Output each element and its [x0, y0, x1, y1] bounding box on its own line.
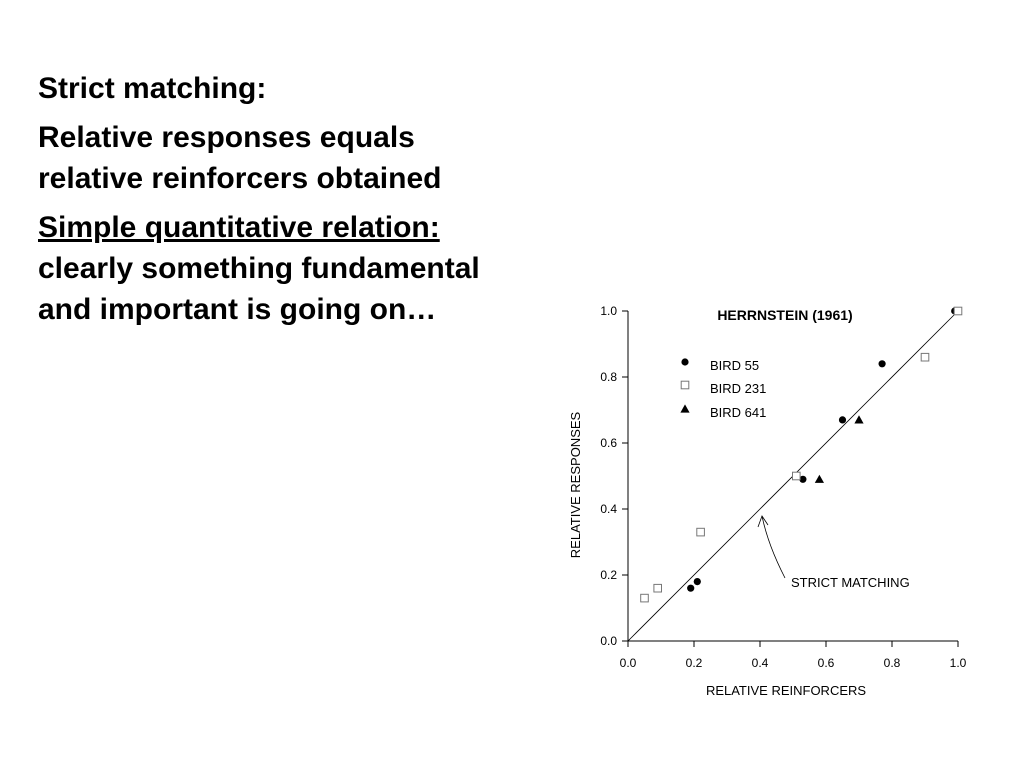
slide-line-1: Relative responses equals [38, 121, 415, 154]
legend-marker-1 [681, 358, 688, 365]
data-point-series-2 [641, 594, 649, 602]
legend-label-1: BIRD 55 [710, 358, 760, 373]
x-axis-label: RELATIVE REINFORCERS [705, 683, 867, 698]
data-point-series-2 [654, 584, 662, 592]
annotation-arrow [762, 516, 785, 578]
legend-label-2: BIRD 231 [710, 381, 767, 396]
y-tick-label: 0.2 [600, 568, 617, 582]
legend-label-3: BIRD 641 [710, 405, 767, 420]
legend-marker-3 [680, 404, 689, 412]
chart-title: HERRNSTEIN (1961) [717, 307, 853, 323]
y-tick-label: 0.6 [600, 436, 617, 450]
slide-line-2: relative reinforcers obtained [38, 162, 442, 195]
y-tick-label: 1.0 [600, 304, 617, 318]
y-tick-label: 0.4 [600, 502, 617, 516]
y-axis-label: RELATIVE RESPONSES [568, 411, 583, 559]
data-point-series-1 [879, 360, 886, 367]
data-point-series-2 [697, 528, 705, 536]
x-tick-label: 0.8 [883, 656, 901, 670]
x-tick-label: 0.0 [619, 656, 637, 670]
data-point-series-1 [687, 585, 694, 592]
slide-emphasis: Simple quantitative relation: [38, 211, 440, 244]
data-point-series-1 [694, 578, 701, 585]
strict-matching-label: STRICT MATCHING [791, 575, 910, 590]
data-point-series-1 [839, 416, 846, 423]
chart-legend [680, 358, 766, 420]
y-tick-label: 0.0 [600, 634, 617, 648]
slide-line-3: clearly something fundamental [38, 252, 480, 285]
data-point-series-2 [793, 472, 801, 480]
slide-heading: Strict matching: [38, 72, 267, 105]
chart-points [641, 307, 962, 602]
slide-line-4: and important is going on… [38, 293, 437, 326]
y-tick-label: 0.8 [600, 370, 617, 384]
x-tick-label: 0.6 [817, 656, 835, 670]
data-point-series-2 [921, 353, 929, 361]
legend-marker-2 [681, 381, 689, 389]
data-point-series-2 [954, 307, 962, 315]
x-tick-label: 0.2 [685, 656, 703, 670]
x-tick-label: 0.4 [751, 656, 769, 670]
x-tick-label: 1.0 [949, 656, 967, 670]
chart-axes [600, 304, 966, 670]
data-point-series-3 [815, 475, 824, 483]
data-point-series-3 [854, 415, 863, 423]
